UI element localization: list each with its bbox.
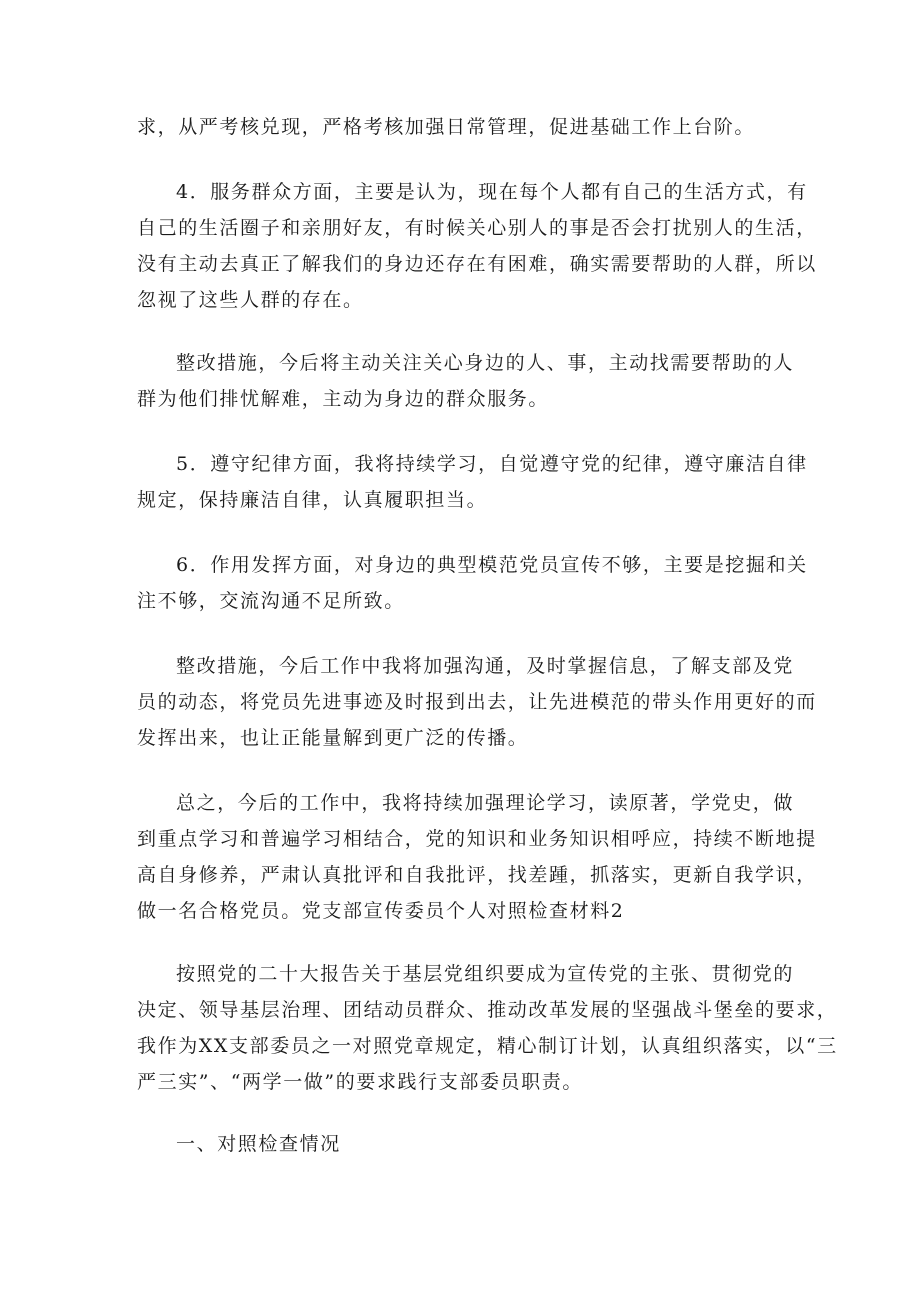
- text-line: 规定，保持廉洁自律，认真履职担当。: [137, 489, 488, 511]
- text-line: 决定、领导基层治理、团结动员群众、推动改革发展的坚强战斗堡垒的要求，: [137, 999, 838, 1021]
- text-line: 严三实”、“两学一做”的要求践行支部委员职责。: [137, 1071, 583, 1093]
- text-line: 我作为XX支部委员之一对照党章规定，精心制订计划，认真组织落实，以“三: [137, 1035, 838, 1057]
- text-line: 注不够，交流沟通不足所致。: [137, 590, 405, 612]
- text-line: 5．遵守纪律方面，我将持续学习，自觉遵守党的纪律，遵守廉洁自律: [176, 453, 808, 475]
- text-line: 到重点学习和普遍学习相结合，党的知识和业务知识相呼应，持续不断地提: [137, 828, 817, 850]
- text-line: 群为他们排忧解难，主动为身边的群众服务。: [137, 388, 550, 410]
- text-line: 整改措施，今后将主动关注关心身边的人、事，主动找需要帮助的人: [176, 352, 795, 374]
- text-line: 4．服务群众方面，主要是认为，现在每个人都有自己的生活方式，有: [176, 181, 808, 203]
- text-line: 没有主动去真正了解我们的身边还存在有困难，确实需要帮助的人群，所以: [137, 253, 817, 275]
- text-line: 忽视了这些人群的存在。: [137, 289, 364, 311]
- text-line: 高自身修养，严肃认真批评和自我批评，找差踵，抓落实，更新自我学识，: [137, 864, 817, 886]
- text-line: 总之，今后的工作中，我将持续加强理论学习，读原著，学党史，做: [176, 792, 795, 814]
- text-line: 整改措施，今后工作中我将加强沟通，及时掌握信息，了解支部及党: [176, 655, 795, 677]
- text-line: 做一名合格党员。党支部宣传委员个人对照检查材料2: [137, 900, 625, 922]
- text-line: 员的动态，将党员先进事迹及时报到出去，让先进模范的带头作用更好的而: [137, 691, 817, 713]
- heading-text: 一、对照检查情况: [176, 1133, 341, 1155]
- text-line: 按照党的二十大报告关于基层党组织要成为宣传党的主张、贯彻党的: [176, 963, 795, 985]
- text-line: 求，从严考核兑现，严格考核加强日常管理，促进基础工作上台阶。: [137, 116, 756, 138]
- text-line: 6．作用发挥方面，对身边的典型模范党员宣传不够，主要是挖掘和关: [176, 554, 808, 576]
- text-line: 发挥出来，也让正能量解到更广泛的传播。: [137, 727, 529, 749]
- text-line: 自己的生活圈子和亲朋好友，有时候关心别人的事是否会打扰别人的生活，: [137, 217, 817, 239]
